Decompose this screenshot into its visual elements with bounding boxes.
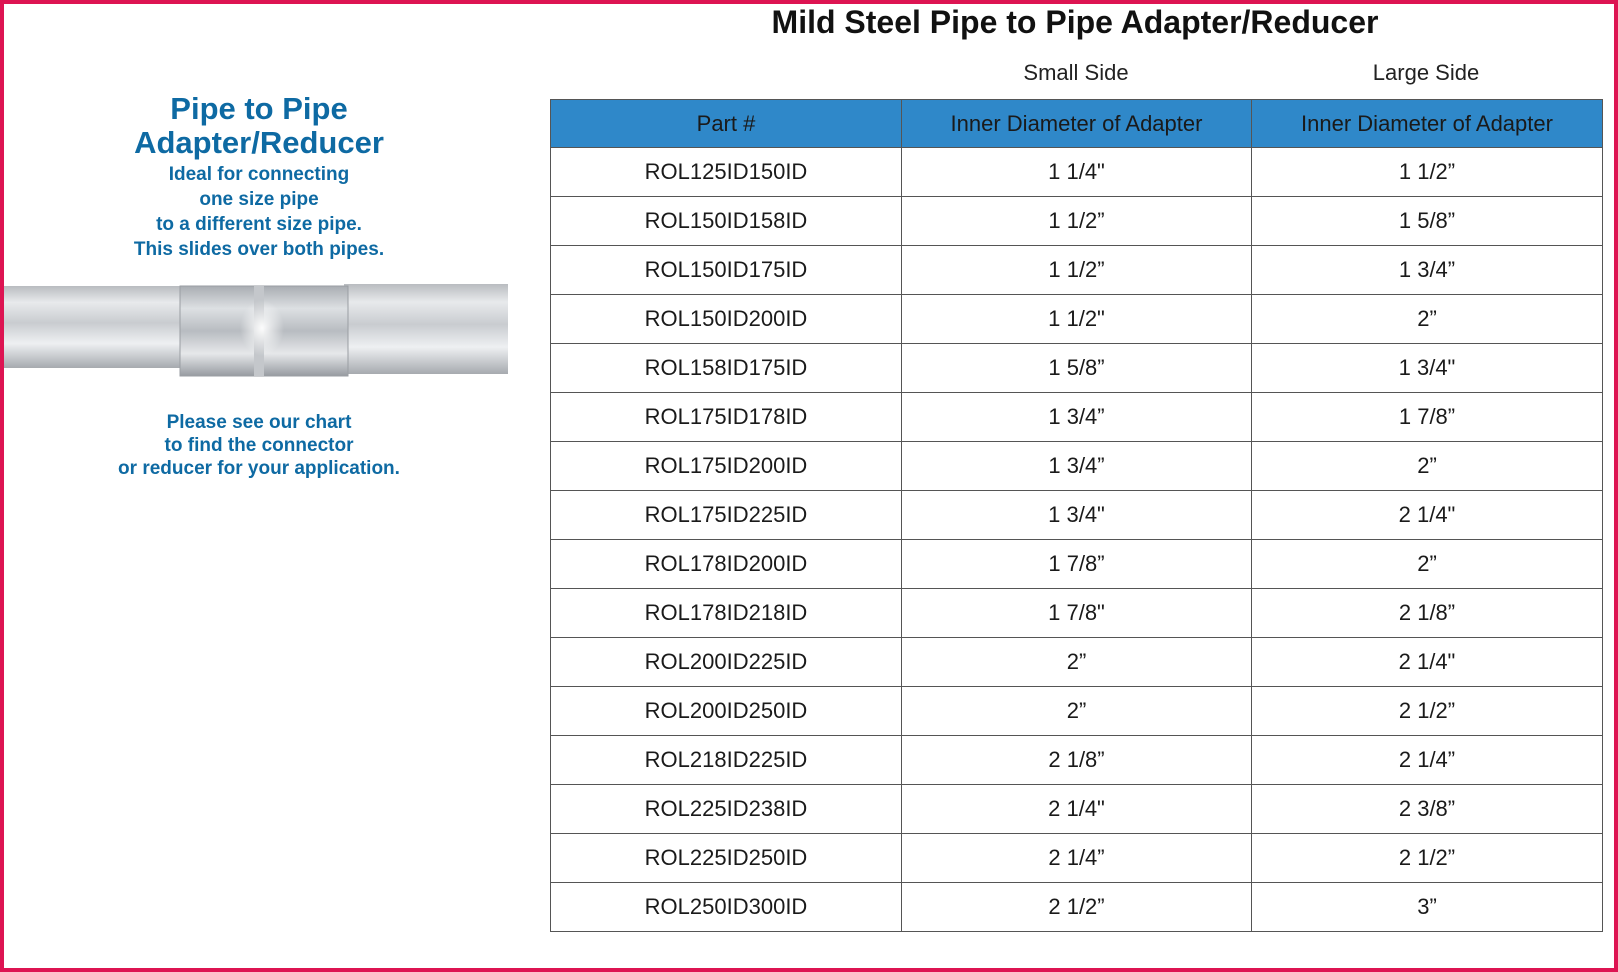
table-row [551, 491, 1603, 540]
small-side-cell: 1 1/4" [902, 148, 1252, 197]
column-header-small-id: Inner Diameter of Adapter [902, 100, 1252, 148]
large-side-cell: 2” [1252, 295, 1603, 344]
part-number-cell: ROL175ID178ID [551, 393, 902, 442]
part-number-cell: ROL200ID250ID [551, 687, 902, 736]
large-side-cell: 2 3/8” [1252, 785, 1603, 834]
small-side-cell: 2 1/8” [902, 736, 1252, 785]
small-side-cell: 1 1/2” [902, 246, 1252, 295]
part-number-cell: ROL150ID200ID [551, 295, 902, 344]
table-row [551, 344, 1603, 393]
part-number-cell: ROL178ID218ID [551, 589, 902, 638]
small-side-cell: 2” [902, 687, 1252, 736]
large-side-header: Large Side [1372, 60, 1480, 85]
small-side-cell: 1 7/8" [902, 589, 1252, 638]
column-header-large-id: Inner Diameter of Adapter [1252, 100, 1603, 148]
large-side-cell: 2 1/2” [1252, 687, 1603, 736]
promo-tagline-line: to a different size pipe. [156, 214, 362, 235]
small-side-header: Small Side [1023, 60, 1129, 85]
small-side-cell: 1 5/8” [902, 344, 1252, 393]
product-promo-panel [4, 0, 504, 960]
pipe-adapter-image [4, 280, 508, 384]
promo-title-line: Pipe to Pipe [170, 91, 348, 126]
part-number-cell: ROL150ID158ID [551, 197, 902, 246]
large-side-cell: 2 1/4" [1252, 638, 1603, 687]
large-side-cell: 1 1/2” [1252, 148, 1603, 197]
table-row [551, 442, 1603, 491]
promo-tagline-line: Ideal for connecting [168, 164, 350, 185]
table-row [551, 687, 1603, 736]
promo-tagline-line: one size pipe [199, 189, 319, 210]
large-side-cell: 1 3/4" [1252, 344, 1603, 393]
table-row [551, 785, 1603, 834]
part-number-cell: ROL200ID225ID [551, 638, 902, 687]
part-number-cell: ROL150ID175ID [551, 246, 902, 295]
small-side-cell: 1 3/4” [902, 393, 1252, 442]
part-number-cell: ROL125ID150ID [551, 148, 902, 197]
table-row [551, 246, 1603, 295]
large-side-cell: 1 7/8” [1252, 393, 1603, 442]
column-header-part: Part # [551, 100, 902, 148]
large-side-cell: 2” [1252, 442, 1603, 491]
part-number-cell: ROL158ID175ID [551, 344, 902, 393]
small-side-cell: 2 1/4" [902, 785, 1252, 834]
table-row [551, 834, 1603, 883]
small-side-cell: 1 1/2” [902, 197, 1252, 246]
table-row [551, 883, 1603, 932]
promo-tagline-line: This slides over both pipes. [133, 239, 385, 260]
large-side-cell: 2 1/4” [1252, 736, 1603, 785]
promo-cta-line: Please see our chart [166, 412, 352, 433]
table-row [551, 736, 1603, 785]
promo-title-line: Adapter/Reducer [134, 125, 384, 160]
promo-cta-line: to find the connector [164, 435, 354, 456]
large-side-cell: 3” [1252, 883, 1603, 932]
table-row [551, 148, 1603, 197]
part-number-cell: ROL250ID300ID [551, 883, 902, 932]
part-number-cell: ROL225ID250ID [551, 834, 902, 883]
promo-cta-line: or reducer for your application. [118, 458, 400, 479]
part-number-cell: ROL178ID200ID [551, 540, 902, 589]
small-side-cell: 1 7/8” [902, 540, 1252, 589]
table-row [551, 197, 1603, 246]
small-side-cell: 2 1/4” [902, 834, 1252, 883]
part-number-cell: ROL175ID200ID [551, 442, 902, 491]
page-title: Mild Steel Pipe to Pipe Adapter/Reducer [771, 4, 1379, 40]
part-number-cell: ROL225ID238ID [551, 785, 902, 834]
part-number-cell: ROL218ID225ID [551, 736, 902, 785]
small-side-cell: 2” [902, 638, 1252, 687]
large-side-cell: 2 1/2” [1252, 834, 1603, 883]
large-side-cell: 1 3/4” [1252, 246, 1603, 295]
adapter-size-table [550, 99, 1603, 932]
table-row [551, 295, 1603, 344]
small-side-cell: 1 3/4" [902, 491, 1252, 540]
promo-cta [44, 411, 474, 480]
large-side-cell: 2 1/8” [1252, 589, 1603, 638]
large-side-cell: 2 1/4" [1252, 491, 1603, 540]
promo-title [44, 92, 474, 160]
large-side-cell: 1 5/8” [1252, 197, 1603, 246]
small-side-cell: 1 1/2" [902, 295, 1252, 344]
promo-tagline [44, 162, 474, 262]
small-side-cell: 1 3/4” [902, 442, 1252, 491]
small-side-cell: 2 1/2” [902, 883, 1252, 932]
table-row [551, 589, 1603, 638]
part-number-cell: ROL175ID225ID [551, 491, 902, 540]
table-row [551, 540, 1603, 589]
table-row [551, 638, 1603, 687]
table-header-row [551, 100, 1603, 148]
table-row [551, 393, 1603, 442]
large-side-cell: 2” [1252, 540, 1603, 589]
